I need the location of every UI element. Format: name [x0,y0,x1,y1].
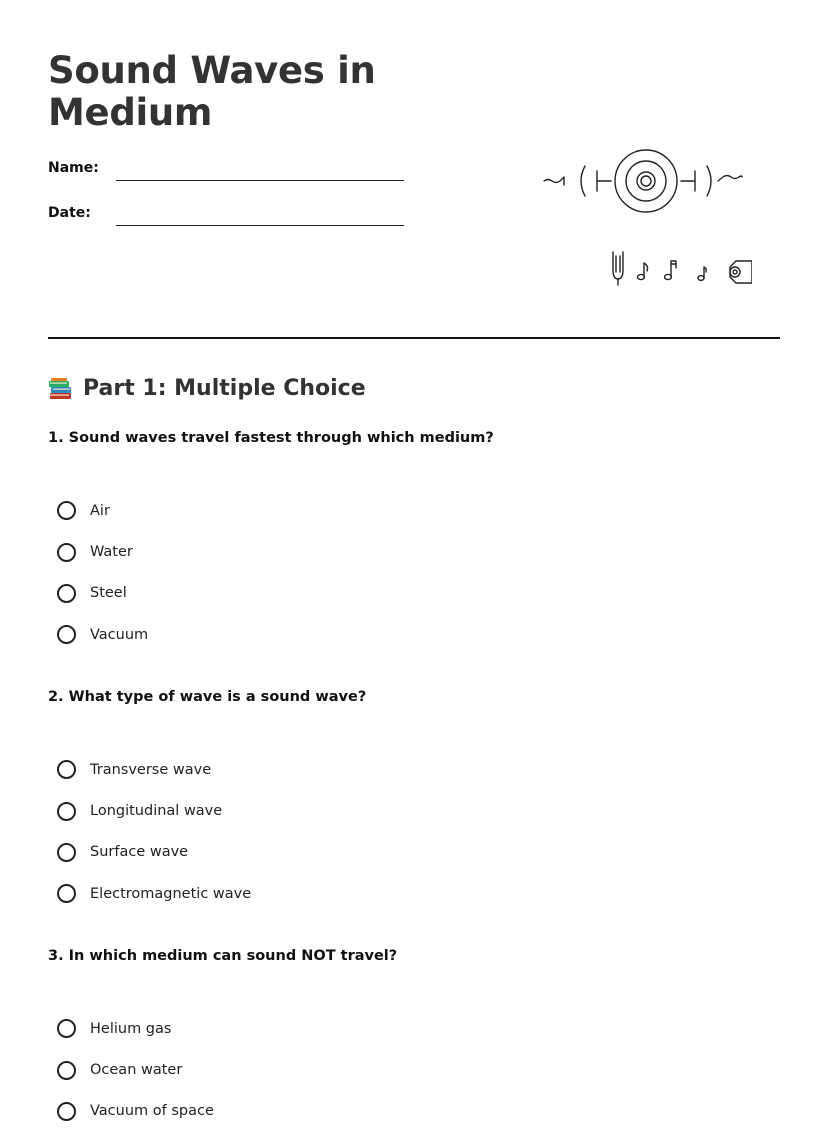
option-label: Vacuum [90,626,149,643]
radio-button[interactable] [57,1102,76,1121]
name-field[interactable] [48,158,408,182]
part1-heading-text: Part 1: Multiple Choice [83,376,366,401]
answer-option[interactable] [57,1008,214,1049]
speaker-sound-waves-icon [544,150,742,212]
radio-button[interactable] [57,543,76,562]
worksheet-page [48,0,780,1118]
answer-option[interactable] [57,790,251,831]
option-label: Longitudinal wave [90,803,223,820]
books-icon [48,376,74,402]
radio-button[interactable] [57,843,76,862]
answer-option[interactable] [57,749,251,790]
question-1 [48,428,780,643]
radio-button[interactable] [57,760,76,779]
option-label: Air [90,502,110,519]
question-text: 2. What type of wave is a sound wave? [48,689,367,705]
tuning-fork-icon [613,252,623,285]
question-text: 1. Sound waves travel fastest through which medium? [48,430,494,446]
option-label: Surface wave [90,844,189,861]
question-3 [48,946,780,1120]
radio-button[interactable] [57,501,76,520]
date-field[interactable] [48,203,408,227]
date-line[interactable] [116,225,404,226]
option-label: Water [90,544,133,561]
radio-button[interactable] [57,625,76,644]
date-label: Date: [48,205,91,221]
part1-heading [48,372,366,406]
radio-button[interactable] [57,1061,76,1080]
radio-button[interactable] [57,802,76,821]
option-label: Helium gas [90,1020,172,1037]
question-text: 3. In which medium can sound NOT travel? [48,948,398,964]
answer-option[interactable] [57,614,148,655]
music-notes-icon [638,261,707,280]
answer-option[interactable] [57,531,148,572]
name-label: Name: [48,160,99,176]
answer-option[interactable] [57,873,251,914]
answer-option[interactable] [57,490,148,531]
worksheet-title: Sound Waves in Medium [48,49,376,134]
option-label: Steel [90,585,127,602]
answer-options [57,490,148,656]
answer-options [57,749,251,915]
header-divider [48,337,780,339]
radio-button[interactable] [57,584,76,603]
option-label: Electromagnetic wave [90,885,252,902]
answer-options [57,1008,214,1132]
answer-option[interactable] [57,832,251,873]
answer-option[interactable] [57,1049,214,1090]
question-2 [48,687,780,902]
speaker-icon [730,261,752,283]
sound-illustration [538,140,752,290]
answer-option[interactable] [57,573,148,614]
answer-option[interactable] [57,1091,214,1132]
option-label: Vacuum of space [90,1103,214,1120]
option-label: Ocean water [90,1062,183,1079]
name-line[interactable] [116,180,404,181]
radio-button[interactable] [57,1019,76,1038]
radio-button[interactable] [57,884,76,903]
option-label: Transverse wave [90,761,212,778]
